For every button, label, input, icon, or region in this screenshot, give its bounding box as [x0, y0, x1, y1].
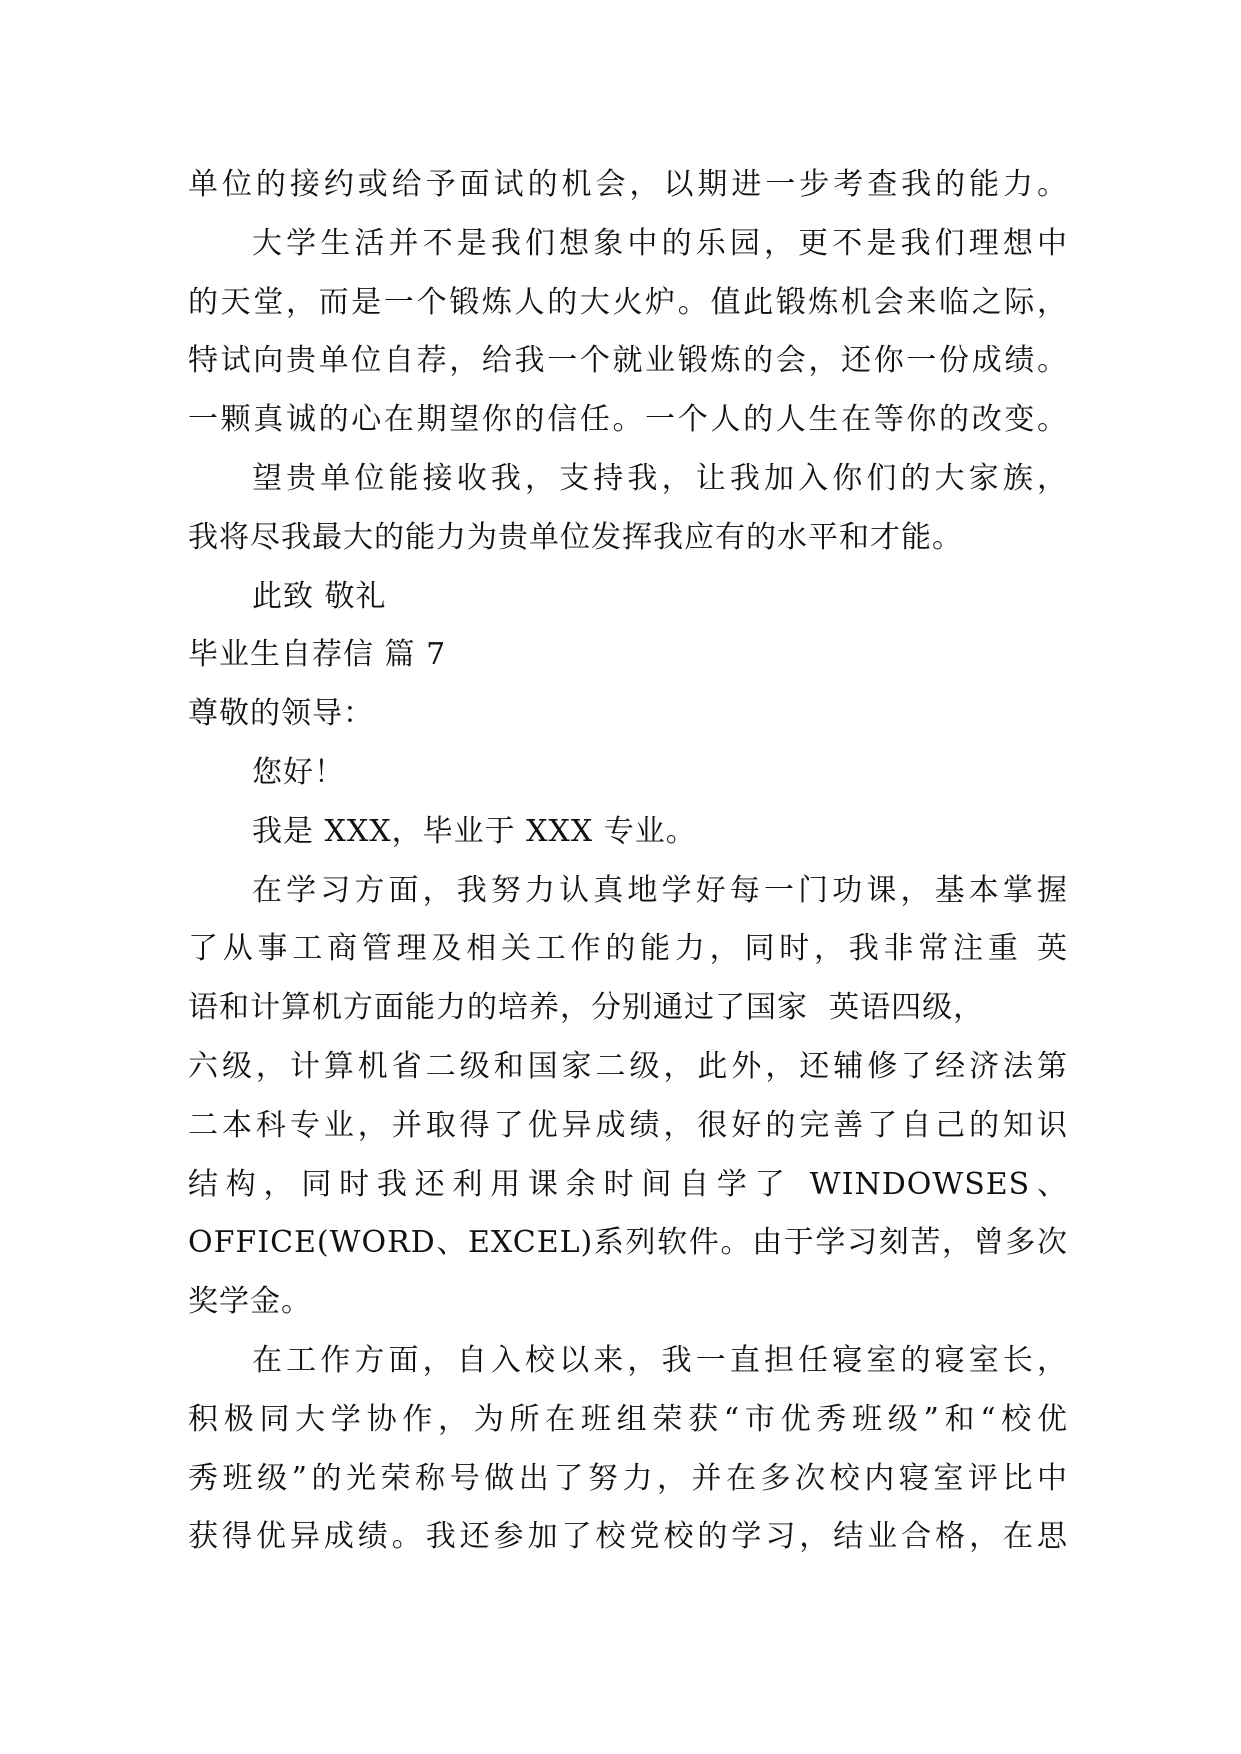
text-line: 了从事工商管理及相关工作的能力，同时，我非常注重 英	[188, 931, 1068, 967]
text-line: 奖学金。	[188, 1284, 312, 1320]
text-line: 单位的接约或给予面试的机会，以期进一步考查我的能力。	[188, 167, 1068, 202]
text-line: 的天堂，而是一个锻炼人的大火炉。值此锻炼机会来临之际，	[188, 284, 1068, 320]
text-line: 一颗真诚的心在期望你的信任。一个人的人生在等你的改变。	[188, 402, 1068, 438]
text-line: 秀班级”的光荣称号做出了努力，并在多次校内寝室评比中	[188, 1460, 1068, 1496]
text-line: 特试向贵单位自荐，给我一个就业锻炼的会，还你一份成绩。	[188, 343, 1068, 379]
text-line: OFFICE(WORD、EXCEL)系列软件。由于学习刻苦，曾多次	[188, 1225, 1068, 1261]
text-line: 在工作方面，自入校以来，我一直担任寝室的寝室长，	[252, 1342, 1068, 1378]
text-line: 您好！	[252, 754, 345, 790]
text-line: 积极同大学协作，为所在班组荣获“市优秀班级”和“校优	[188, 1401, 1068, 1437]
text-line: 语和计算机方面能力的培养，分别通过了国家 英语四级，	[188, 990, 985, 1026]
text-line: 获得优异成绩。我还参加了校党校的学习，结业合格，在思	[188, 1519, 1068, 1555]
text-line: 二本科专业，并取得了优异成绩，很好的完善了自己的知识	[188, 1107, 1068, 1143]
text-line: 此致 敬礼	[252, 578, 387, 614]
text-line: 我是 XXX，毕业于 XXX 专业。	[252, 813, 697, 849]
text-line: 毕业生自荐信 篇 7	[188, 637, 447, 673]
text-line: 望贵单位能接收我，支持我，让我加入你们的大家族，	[252, 460, 1068, 496]
text-line: 结构，同时我还利用课余时间自学了 WINDOWSES、	[188, 1166, 1068, 1202]
text-line: 我将尽我最大的能力为贵单位发挥我应有的水平和才能。	[188, 519, 963, 555]
text-line: 尊敬的领导：	[188, 696, 374, 732]
text-line: 在学习方面，我努力认真地学好每一门功课，基本掌握	[252, 872, 1068, 908]
document-body	[188, 156, 1068, 1567]
text-line: 大学生活并不是我们想象中的乐园，更不是我们理想中	[252, 225, 1068, 261]
text-line: 六级，计算机省二级和国家二级，此外，还辅修了经济法第	[188, 1048, 1068, 1084]
